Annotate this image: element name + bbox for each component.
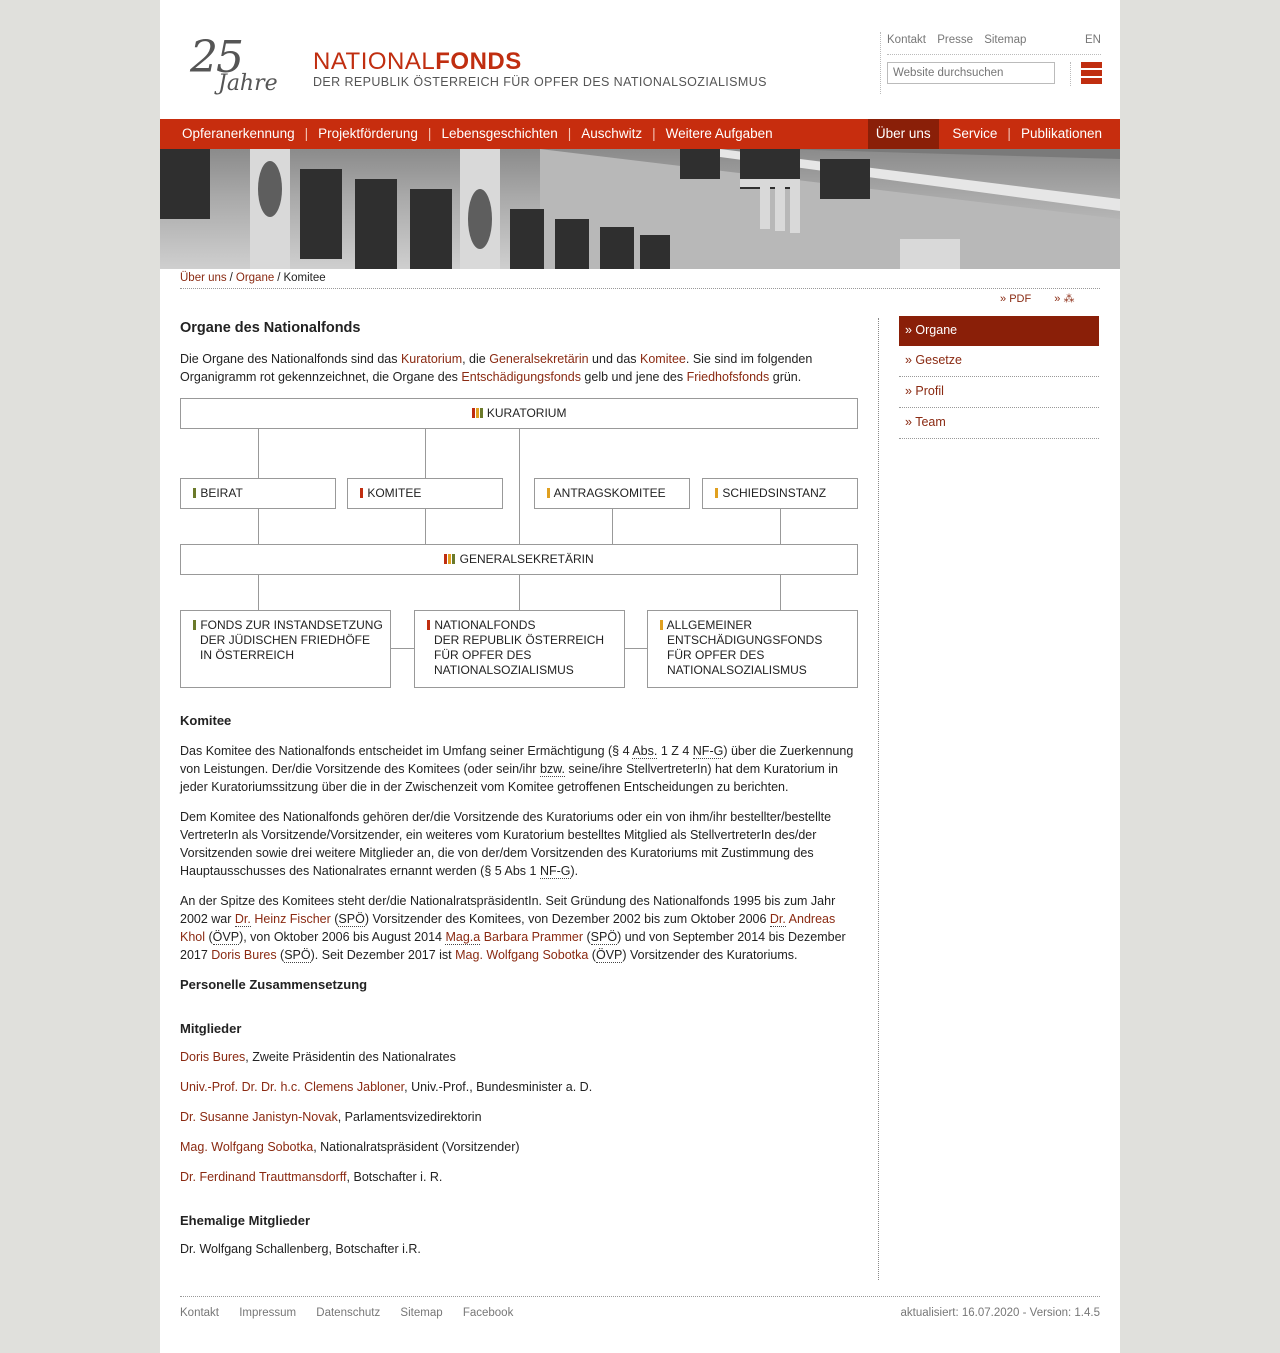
nav-lebensgeschichten[interactable]: Lebensgeschichten	[441, 126, 558, 141]
toplink-presse[interactable]: Presse	[937, 34, 973, 46]
brand-logo[interactable]	[313, 50, 767, 89]
sidebar-item-team[interactable]: » Team	[899, 408, 1099, 439]
link-heinz-fischer[interactable]: Dr. Heinz Fischer	[234, 912, 331, 926]
link-wolfgang-sobotka[interactable]: Mag. Wolfgang Sobotka	[455, 948, 589, 962]
page-tools	[1000, 292, 1074, 305]
brand-title: NATIONALFONDS	[313, 48, 522, 75]
former-member: Dr. Wolfgang Schallenberg, Botschafter i.R.	[180, 1242, 421, 1256]
org-entschaedigungsfonds[interactable]: ALLGEMEINER ENTSCHÄDIGUNGSFONDS FÜR OPFER DES NATIONALSOZIALISMUS	[647, 610, 858, 688]
header-banner-image	[160, 149, 1120, 269]
former-members-heading: Ehemalige Mitglieder	[180, 1213, 311, 1228]
breadcrumb-ueber-uns[interactable]: Über uns	[180, 272, 227, 284]
page	[160, 0, 1120, 1353]
org-friedhofsfonds[interactable]: FONDS ZUR INSTANDSETZUNG DER JÜDISCHEN FRIEDHÖFE IN ÖSTERREICH	[180, 610, 391, 688]
breadcrumb-organe[interactable]: Organe	[235, 272, 275, 284]
nav-ueber-uns[interactable]: Über uns	[868, 119, 939, 149]
org-beirat[interactable]: BEIRAT	[180, 478, 336, 509]
list-item: Dr. Susanne Janistyn-Novak, Parlamentsvizedirektorin	[180, 1110, 482, 1124]
anniversary-logo[interactable]	[186, 32, 296, 102]
top-links	[887, 34, 1101, 55]
org-kuratorium[interactable]: KURATORIUM	[180, 398, 858, 429]
link-andreas-khol[interactable]: Dr. Andreas Khol	[180, 912, 836, 944]
sidebar-item-profil[interactable]: » Profil	[899, 377, 1099, 408]
footer	[180, 1296, 1100, 1319]
intro-paragraph: Die Organe des Nationalfonds sind das Kuratorium, die Generalsekretärin und das Komitee. Sie sind im folgenden Organigramm rot gekennzeichnet, die Organe des Entschädigungsfonds gelb und jene des Friedhofsfonds grün.	[180, 352, 813, 384]
org-generalsekretaerin[interactable]: GENERALSEKRETÄRIN	[180, 544, 858, 575]
link-friedhofsfonds[interactable]: Friedhofsfonds	[686, 370, 770, 384]
top-utility-area	[880, 32, 1101, 94]
org-schiedsinstanz[interactable]: SCHIEDSINSTANZ	[702, 478, 858, 509]
version-info: aktualisiert: 16.07.2020 - Version: 1.4.5	[900, 1307, 1100, 1319]
building-facade-image	[160, 149, 1120, 269]
toplink-sitemap[interactable]: Sitemap	[984, 34, 1027, 46]
personnel-heading: Personelle Zusammensetzung	[180, 977, 368, 992]
member-link[interactable]: Doris Bures	[180, 1050, 246, 1064]
brand-subtitle: DER REPUBLIK ÖSTERREICH FÜR OPFER DES NATIONALSOZIALISMUS	[313, 75, 767, 89]
org-nationalfonds[interactable]: NATIONALFONDS DER REPUBLIK ÖSTERREICH FÜR OPFER DES NATIONALSOZIALISMUS	[414, 610, 625, 688]
komitee-paragraph-1: Das Komitee des Nationalfonds entscheidet im Umfang seiner Ermächtigung (§ 4 Abs. 1 Z 4 NF-G) über die Zuerkennung von Leistungen. Der/die Vorsitzende des Komitees (oder sein/ihr bzw. seine/ihre StellvertreterIn) hat dem Kuratorium in jeder Kuratoriumssitzung über die in der Zwischenzeit vom Komitee getroffenen Entscheidungen zu berichten.	[180, 744, 854, 794]
footer-link-impressum[interactable]: Impressum	[239, 1307, 297, 1319]
member-link[interactable]: Dr. Ferdinand Trauttmansdorff	[180, 1170, 347, 1184]
main-content	[180, 318, 858, 1270]
nav-publikationen[interactable]: Publikationen	[1020, 126, 1102, 141]
breadcrumb: Über uns / Organe / Komitee	[180, 270, 1100, 289]
komitee-paragraph-3: An der Spitze des Komitees steht der/die NationalratspräsidentIn. Seit Gründung des Nationalfonds 1995 bis zum Jahr 2002 war Dr. Heinz Fischer (SPÖ) Vorsitzender des Komitees, von Dezember 2002 bis zum Oktober 2006 Dr. Andreas Khol (ÖVP), von Oktober 2006 bis August 2014 Mag.a Barbara Prammer (SPÖ) und von September 2014 bis Dezember 2017 Doris Bures (SPÖ). Seit Dezember 2017 ist Mag. Wolfgang Sobotka (ÖVP) Vorsitzender des Kuratoriums.	[180, 894, 846, 962]
list-item: Mag. Wolfgang Sobotka, Nationalratspräsident (Vorsitzender)	[180, 1140, 520, 1154]
org-komitee[interactable]: KOMITEE	[347, 478, 503, 509]
organigram	[180, 398, 858, 690]
link-entschaedigungsfonds[interactable]: Entschädigungsfonds	[461, 370, 581, 384]
content-divider	[878, 318, 879, 1280]
nav-service[interactable]: Service	[952, 126, 998, 141]
sidebar-item-gesetze[interactable]: » Gesetze	[899, 346, 1099, 377]
breadcrumb-current: Komitee	[283, 272, 326, 284]
pdf-link[interactable]: » PDF	[1000, 293, 1032, 305]
member-link[interactable]: Mag. Wolfgang Sobotka	[180, 1140, 314, 1154]
menu-icon[interactable]	[1070, 62, 1101, 86]
sidebar-navigation	[899, 316, 1099, 439]
member-link[interactable]: Dr. Susanne Janistyn-Novak	[180, 1110, 338, 1124]
link-komitee[interactable]: Komitee	[640, 352, 686, 366]
link-generalsekretaerin[interactable]: Generalsekretärin	[489, 352, 589, 366]
list-item: Univ.-Prof. Dr. Dr. h.c. Clemens Jabloner, Univ.-Prof., Bundesminister a. D.	[180, 1080, 593, 1094]
org-antragskomitee[interactable]: ANTRAGSKOMITEE	[534, 478, 690, 509]
link-barbara-prammer[interactable]: Mag.a Barbara Prammer	[445, 930, 584, 944]
sidebar-item-organe[interactable]: » Organe	[899, 316, 1099, 346]
link-doris-bures[interactable]: Doris Bures	[211, 948, 277, 962]
footer-link-kontakt[interactable]: Kontakt	[180, 1307, 219, 1319]
chevron-right-icon: »	[1000, 293, 1007, 305]
komitee-heading: Komitee	[180, 713, 232, 728]
link-kuratorium[interactable]: Kuratorium	[400, 352, 463, 366]
list-item: Dr. Ferdinand Trauttmansdorff, Botschafter i. R.	[180, 1170, 443, 1184]
member-link[interactable]: Univ.-Prof. Dr. Dr. h.c. Clemens Jabloner	[180, 1080, 405, 1094]
footer-link-facebook[interactable]: Facebook	[462, 1307, 514, 1319]
language-switch[interactable]: EN	[1085, 34, 1101, 46]
nav-projektfoerderung[interactable]: Projektförderung	[318, 126, 418, 141]
search-input[interactable]	[887, 62, 1055, 84]
chevron-right-icon: »	[1054, 293, 1061, 305]
main-navigation: Opferanerkennung | Projektförderung | Lebensgeschichten | Auschwitz | Weitere Aufgaben Über uns Service | Publikationen	[160, 119, 1120, 149]
nav-opferanerkennung[interactable]: Opferanerkennung	[182, 126, 295, 141]
footer-link-datenschutz[interactable]: Datenschutz	[316, 1307, 381, 1319]
nav-auschwitz[interactable]: Auschwitz	[581, 126, 643, 141]
nav-weitere-aufgaben[interactable]: Weitere Aufgaben	[665, 126, 773, 141]
logo-number: 25	[190, 32, 242, 83]
toplink-kontakt[interactable]: Kontakt	[887, 34, 926, 46]
list-item: Doris Bures, Zweite Präsidentin des Nationalrates	[180, 1050, 456, 1064]
share-icon: ⁂	[1063, 293, 1075, 305]
page-title: Organe des Nationalfonds	[180, 320, 361, 336]
footer-link-sitemap[interactable]: Sitemap	[400, 1307, 443, 1319]
share-link[interactable]	[1054, 293, 1074, 305]
logo-word: Jahre	[218, 71, 278, 96]
members-heading: Mitglieder	[180, 1021, 242, 1036]
members-list	[180, 1048, 858, 1186]
komitee-paragraph-2: Dem Komitee des Nationalfonds gehören der/die Vorsitzende des Kuratoriums oder ein von ihm/ihr bestellter/bestellte VertreterIn als Vorsitzende/Vorsitzender, ein weiteres vom Kuratorium bestelltes Mitglied als StellvertreterIn des/der Vorsitzenden sowie drei weitere Mitglieder an, die von der/dem Vorsitzenden des Kuratoriums mit Zustimmung des Hauptausschusses des Nationalrates ernannt werden (§ 5 Abs 1 NF-G).	[180, 810, 832, 878]
